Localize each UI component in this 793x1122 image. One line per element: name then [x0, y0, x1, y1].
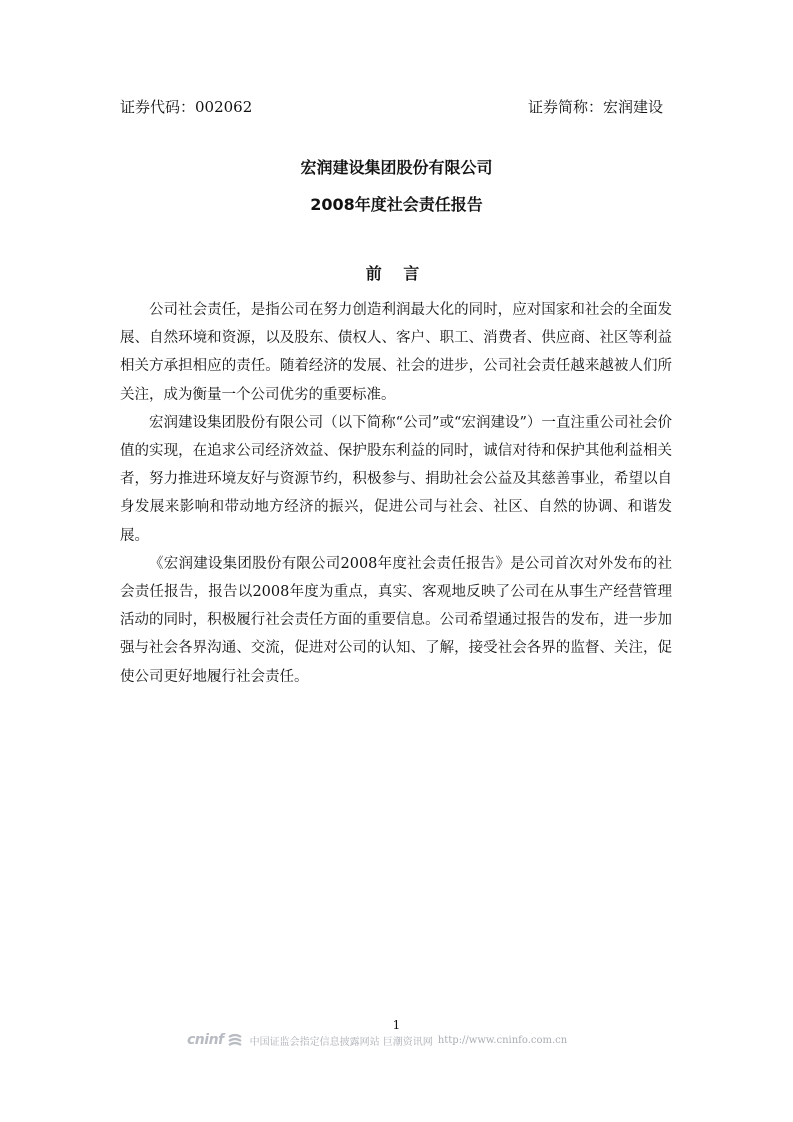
page-number: 1	[392, 1018, 401, 1032]
section-heading: 前 言	[365, 264, 428, 283]
logo-text: cninf	[187, 1032, 224, 1048]
document-header	[120, 96, 663, 118]
company-name: 宏润建设集团股份有限公司	[300, 158, 493, 177]
cninfo-logo-icon	[226, 1033, 244, 1047]
footer-url: http://www.cninfo.com.cn	[437, 1034, 568, 1046]
stock-short-name: 证券简称：宏润建设	[527, 98, 663, 116]
paragraph: 宏润建设集团股份有限公司（以下简称“公司”或“宏润建设”）一直注重公司社会价值的实现，在追求公司经济效益、保护股东利益的同时，诚信对待和保护其他利益相关者，努力推进环境友好与资源节约，积极参与、捐助社会公益及其慈善事业，希望以自身发展来影响和带动地方经济的振兴，促进公司与社会、社区、自然的协调、和谐发展。	[120, 414, 672, 544]
paragraph: 公司社会责任，是指公司在努力创造利润最大化的同时，应对国家和社会的全面发展、自然环境和资源，以及股东、债权人、客户、职工、消费者、供应商、社区等利益相关方承担相应的责任。随着经济的发展、社会的进步，公司社会责任越来越被人们所关注，成为衡量一个公司优劣的重要标准。	[120, 302, 672, 403]
stock-code: 证券代码：002062	[120, 98, 253, 116]
foreword-body	[120, 296, 672, 691]
cninfo-logo	[187, 1032, 244, 1048]
footer-watermark	[187, 1030, 567, 1050]
report-title: 2008年度社会责任报告	[310, 195, 483, 214]
footer-description: 中国证监会指定信息披露网站 巨潮资讯网	[249, 1036, 433, 1048]
paragraph: 《宏润建设集团股份有限公司2008年度社会责任报告》是公司首次对外发布的社会责任报告，报告以2008年度为重点，真实、客观地反映了公司在从事生产经营管理活动的同时，积极履行社会责任方面的重要信息。公司希望通过报告的发布，进一步加强与社会各界沟通、交流，促进对公司的认知、了解，接受社会各界的监督、关注，促使公司更好地履行社会责任。	[120, 555, 672, 685]
